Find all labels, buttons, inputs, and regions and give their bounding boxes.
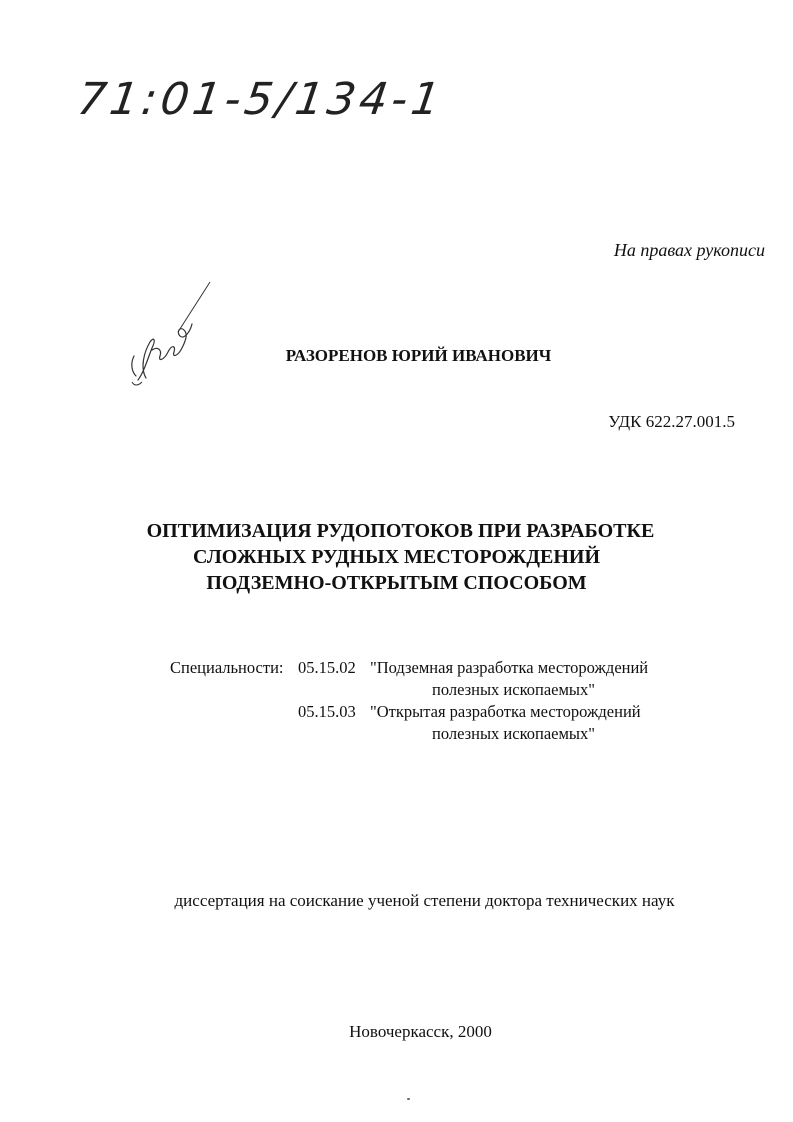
degree-statement-text: диссертация на соискание ученой степени доктора технических наук [174,891,675,910]
specialty-1-name-cont: полезных ископаемых" [432,680,596,699]
specialty-1-name: "Подземная разработка месторождений [370,658,649,677]
udk-code: УДК 622.27.001.5 [608,412,735,431]
title-line-1: ОПТИМИЗАЦИЯ РУДОПОТОКОВ ПРИ РАЗРАБОТКЕ [146,520,655,542]
degree-statement [0,891,793,911]
rights-notice: На правах рукописи [613,240,765,260]
place-and-year-text: Новочеркасск, 2000 [349,1022,492,1041]
specialty-2-name: "Открытая разработка месторождений [370,702,641,721]
author-signature [126,280,216,390]
specialties-label: Специальности: [170,658,284,677]
author-name-text: РАЗОРЕНОВ ЮРИЙ ИВАНОВИЧ [285,346,552,365]
dissertation-title [0,518,793,596]
title-line-2: СЛОЖНЫХ РУДНЫХ МЕСТОРОЖДЕНИЙ [192,546,601,568]
archive-number: 71:01-5/134-1 [74,74,448,125]
specialty-1-code: 05.15.02 [298,658,356,677]
specialty-2-code: 05.15.03 [298,702,356,721]
specialty-2-name-cont: полезных ископаемых" [432,724,596,743]
scan-speck [407,1098,410,1100]
place-and-year [0,1022,793,1042]
author-name [0,346,793,366]
title-line-3: ПОДЗЕМНО-ОТКРЫТЫМ СПОСОБОМ [206,572,587,594]
